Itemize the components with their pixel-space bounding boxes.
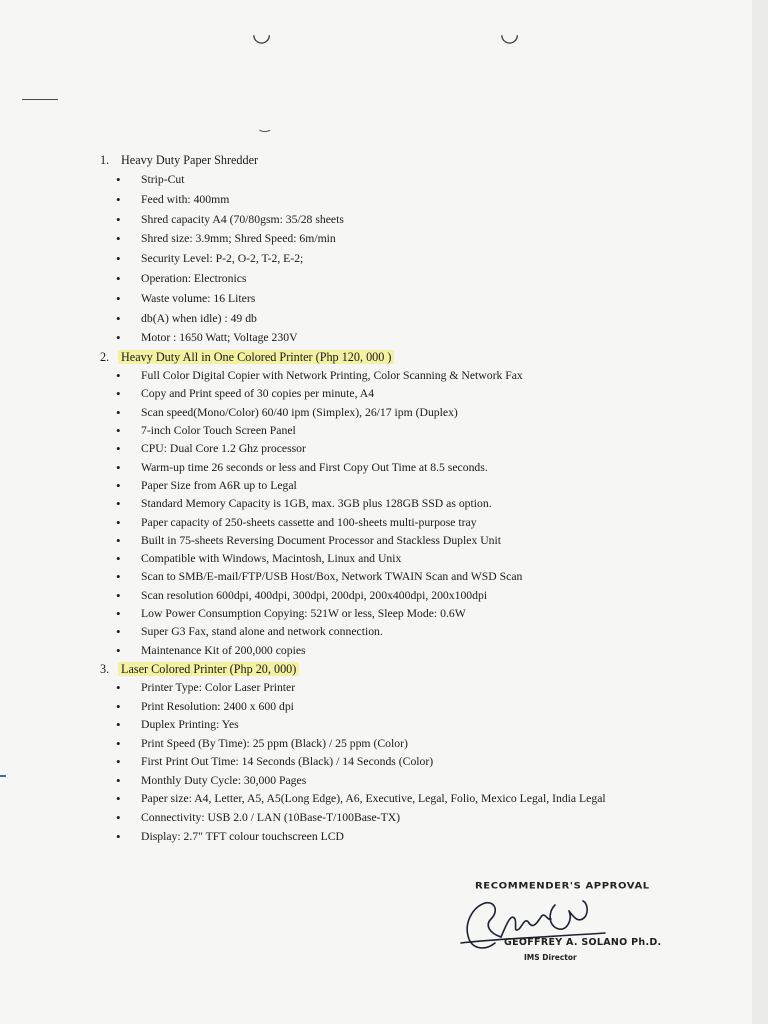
list-item: • Display: 2.7" TFT colour touchscreen LCD	[100, 828, 720, 847]
list-item: • Paper Size from A6R up to Legal	[100, 477, 720, 495]
list-item: • Waste volume: 16 Liters	[100, 289, 720, 309]
scan-mark-top-left: ―――	[22, 92, 58, 106]
margin-mark	[0, 775, 6, 777]
section-3-title	[100, 660, 720, 679]
list-item: • Duplex Printing: Yes	[100, 716, 720, 735]
list-item: • Shred capacity A4 (70/80gsm: 35/28 sheets	[100, 210, 720, 230]
list-item: • Connectivity: USB 2.0 / LAN (10Base-T/100Base-TX)	[100, 809, 720, 828]
list-item: • Low Power Consumption Copying: 521W or less, Sleep Mode: 0.6W	[100, 605, 720, 623]
scan-mark-hook-2: ◡	[500, 22, 520, 47]
document-body	[100, 151, 720, 846]
list-item: • Built in 75-sheets Reversing Document Processor and Stackless Duplex Unit	[100, 532, 720, 550]
list-item: • Scan resolution 600dpi, 400dpi, 300dpi, 200dpi, 200x400dpi, 200x100dpi	[100, 587, 720, 605]
section-2-heading: Heavy Duty All in One Colored Printer (Php 120, 000 )	[118, 350, 394, 364]
section-1-heading: Heavy Duty Paper Shredder	[121, 153, 259, 167]
approval-label: RECOMMENDER'S APPROVAL	[475, 881, 650, 892]
list-item: • Scan to SMB/E-mail/FTP/USB Host/Box, Network TWAIN Scan and WSD Scan	[100, 568, 720, 586]
list-item: • Paper size: A4, Letter, A5, A5(Long Edge), A6, Executive, Legal, Folio, Mexico Legal, India Legal	[100, 790, 661, 809]
signer-title: IMS Director	[524, 953, 577, 962]
section-1-list	[100, 170, 720, 348]
list-item: • db(A) when idle) : 49 db	[100, 309, 720, 329]
section-2-list	[100, 367, 720, 660]
list-item: • Shred size: 3.9mm; Shred Speed: 6m/min	[100, 229, 720, 249]
list-item: • 7-inch Color Touch Screen Panel	[100, 422, 720, 440]
list-item: • Maintenance Kit of 200,000 copies	[100, 642, 720, 660]
list-item: • Compatible with Windows, Macintosh, Linux and Unix	[100, 550, 720, 568]
list-item: • Super G3 Fax, stand alone and network connection.	[100, 623, 720, 641]
section-1-number: 1.	[100, 153, 110, 167]
section-1-title	[100, 151, 720, 170]
scan-mark-hook-1: ◡	[252, 22, 272, 47]
list-item: • Full Color Digital Copier with Network Printing, Color Scanning & Network Fax	[100, 367, 720, 385]
signer-name: GEOFFREY A. SOLANO Ph.D.	[504, 937, 662, 948]
list-item: • Feed with: 400mm	[100, 190, 720, 210]
list-item: • Standard Memory Capacity is 1GB, max. 3GB plus 128GB SSD as option.	[100, 495, 720, 513]
scan-mark-dash: ‿	[260, 118, 270, 132]
section-2-number: 2.	[100, 350, 110, 365]
section-2-title	[100, 348, 720, 367]
list-item: • Print Speed (By Time): 25 ppm (Black) / 25 ppm (Color)	[100, 735, 720, 754]
section-3-number: 3.	[100, 661, 110, 676]
list-item: • Paper capacity of 250-sheets cassette and 100-sheets multi-purpose tray	[100, 514, 720, 532]
list-item: • Warm-up time 26 seconds or less and First Copy Out Time at 8.5 seconds.	[100, 459, 720, 477]
page-edge	[752, 0, 768, 1024]
section-3-heading: Laser Colored Printer (Php 20, 000)	[118, 662, 299, 676]
list-item: • CPU: Dual Core 1.2 Ghz processor	[100, 440, 720, 458]
list-item: • First Print Out Time: 14 Seconds (Black) / 14 Seconds (Color)	[100, 753, 720, 772]
list-item: • Print Resolution: 2400 x 600 dpi	[100, 698, 720, 717]
list-item: • Operation: Electronics	[100, 269, 720, 289]
list-item: • Security Level: P-2, O-2, T-2, E-2;	[100, 249, 720, 269]
list-item: • Printer Type: Color Laser Printer	[100, 679, 720, 698]
list-item: • Scan speed(Mono/Color) 60/40 ipm (Simplex), 26/17 ipm (Duplex)	[100, 404, 720, 422]
section-3-list	[100, 679, 720, 846]
list-item: • Motor : 1650 Watt; Voltage 230V	[100, 328, 720, 348]
list-item: • Monthly Duty Cycle: 30,000 Pages	[100, 772, 720, 791]
list-item: • Strip-Cut	[100, 170, 720, 190]
list-item: • Copy and Print speed of 30 copies per minute, A4	[100, 385, 720, 403]
